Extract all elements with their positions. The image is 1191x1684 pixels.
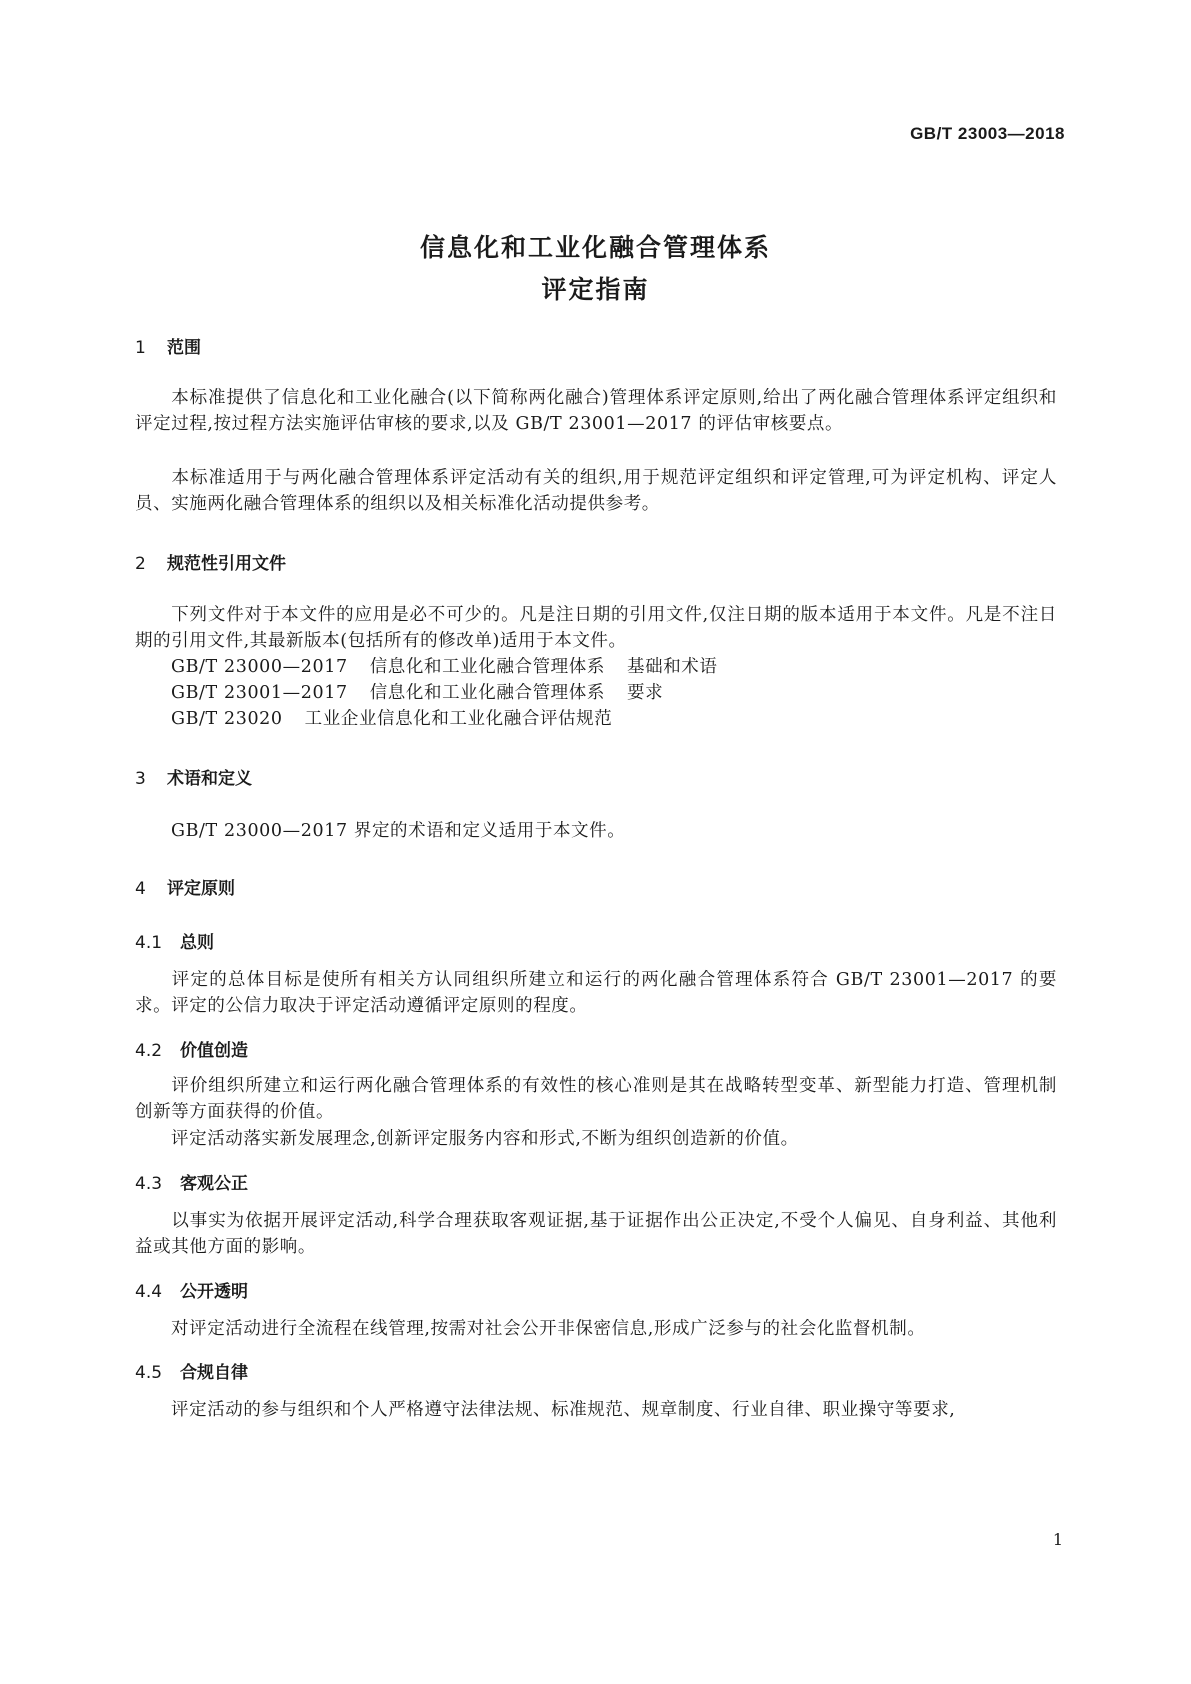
reference-subtitle: 基础和术语 xyxy=(627,657,718,677)
section-4-2-paragraph-1 xyxy=(135,1073,1057,1125)
section-number: 4.3 xyxy=(135,1174,163,1194)
paragraph-text: 本标准提供了信息化和工业化融合(以下简称两化融合)管理体系评定原则,给出了两化融合管理体系评定组织和评定过程,按过程方法实施评估审核的要求,以及 GB/T 23001—2017 的评估审核要点。 xyxy=(135,388,1057,434)
section-4-heading xyxy=(135,874,235,899)
section-4-1-heading xyxy=(135,928,214,953)
standard-code: GB/T 23003—2018 xyxy=(910,124,1065,143)
section-4-2-heading xyxy=(135,1036,248,1061)
paragraph-text: 评定活动落实新发展理念,创新评定服务内容和形式,不断为组织创造新的价值。 xyxy=(171,1129,799,1149)
reference-subtitle: 要求 xyxy=(627,683,664,703)
reference-item xyxy=(171,654,718,680)
section-number: 4.4 xyxy=(135,1282,163,1302)
paragraph-text: 本标准适用于与两化融合管理体系评定活动有关的组织,用于规范评定组织和评定管理,可为评定机构、评定人员、实施两化融合管理体系的组织以及相关标准化活动提供参考。 xyxy=(135,468,1057,514)
document-title-line1: 信息化和工业化融合管理体系 xyxy=(419,233,771,262)
section-title: 术语和定义 xyxy=(167,769,252,789)
paragraph-text: 评定的总体目标是使所有相关方认同组织所建立和运行的两化融合管理体系符合 GB/T 23001—2017 的要求。评定的公信力取决于评定活动遵循评定原则的程度。 xyxy=(135,970,1057,1016)
section-1-paragraph-2 xyxy=(135,465,1057,517)
section-title: 总则 xyxy=(180,933,214,953)
section-number: 1 xyxy=(135,338,146,358)
section-number: 4.2 xyxy=(135,1041,163,1061)
reference-title: 信息化和工业化融合管理体系 xyxy=(369,683,605,703)
section-title: 合规自律 xyxy=(180,1363,248,1383)
section-4-5-paragraph-1 xyxy=(135,1397,1057,1423)
section-3-heading xyxy=(135,764,252,789)
reference-item xyxy=(171,706,612,732)
section-title: 评定原则 xyxy=(167,879,235,899)
document-title-line2: 评定指南 xyxy=(541,275,650,304)
section-title: 规范性引用文件 xyxy=(167,554,286,574)
section-2-heading xyxy=(135,549,286,574)
paragraph-text: 评价组织所建立和运行两化融合管理体系的有效性的核心准则是其在战略转型变革、新型能力打造、管理机制创新等方面获得的价值。 xyxy=(135,1076,1057,1122)
page-number: 1 xyxy=(1052,1530,1063,1549)
section-title: 客观公正 xyxy=(180,1174,248,1194)
paragraph-text: GB/T 23000—2017 界定的术语和定义适用于本文件。 xyxy=(171,821,626,841)
section-number: 3 xyxy=(135,769,146,789)
paragraph-text: 评定活动的参与组织和个人严格遵守法律法规、标准规范、规章制度、行业自律、职业操守等要求, xyxy=(171,1400,956,1420)
paragraph-text: 对评定活动进行全流程在线管理,按需对社会公开非保密信息,形成广泛参与的社会化监督机制。 xyxy=(171,1319,926,1339)
section-number: 4.5 xyxy=(135,1363,163,1383)
section-title: 价值创造 xyxy=(180,1041,248,1061)
paragraph-text: 以事实为依据开展评定活动,科学合理获取客观证据,基于证据作出公正决定,不受个人偏见、自身利益、其他利益或其他方面的影响。 xyxy=(135,1211,1057,1257)
section-number: 4 xyxy=(135,879,146,899)
reference-code: GB/T 23001—2017 xyxy=(171,683,348,703)
section-3-paragraph-1 xyxy=(135,818,1057,844)
section-4-2-paragraph-2 xyxy=(135,1126,1057,1152)
section-4-3-heading xyxy=(135,1169,248,1194)
section-4-4-heading xyxy=(135,1277,248,1302)
section-4-3-paragraph-1 xyxy=(135,1208,1057,1260)
section-title: 公开透明 xyxy=(180,1282,248,1302)
section-number: 2 xyxy=(135,554,146,574)
reference-title: 工业企业信息化和工业化融合评估规范 xyxy=(304,709,613,729)
section-4-4-paragraph-1 xyxy=(135,1316,1057,1342)
section-number: 4.1 xyxy=(135,933,163,953)
section-1-heading xyxy=(135,333,201,358)
section-4-5-heading xyxy=(135,1358,248,1383)
reference-title: 信息化和工业化融合管理体系 xyxy=(369,657,605,677)
reference-code: GB/T 23020 xyxy=(171,709,283,729)
reference-item xyxy=(171,680,663,706)
paragraph-text: 下列文件对于本文件的应用是必不可少的。凡是注日期的引用文件,仅注日期的版本适用于本文件。凡是不注日期的引用文件,其最新版本(包括所有的修改单)适用于本文件。 xyxy=(135,605,1057,651)
section-title: 范围 xyxy=(167,338,201,358)
section-2-paragraph-1 xyxy=(135,602,1057,654)
section-1-paragraph-1 xyxy=(135,385,1057,437)
reference-code: GB/T 23000—2017 xyxy=(171,657,348,677)
section-4-1-paragraph-1 xyxy=(135,967,1057,1019)
